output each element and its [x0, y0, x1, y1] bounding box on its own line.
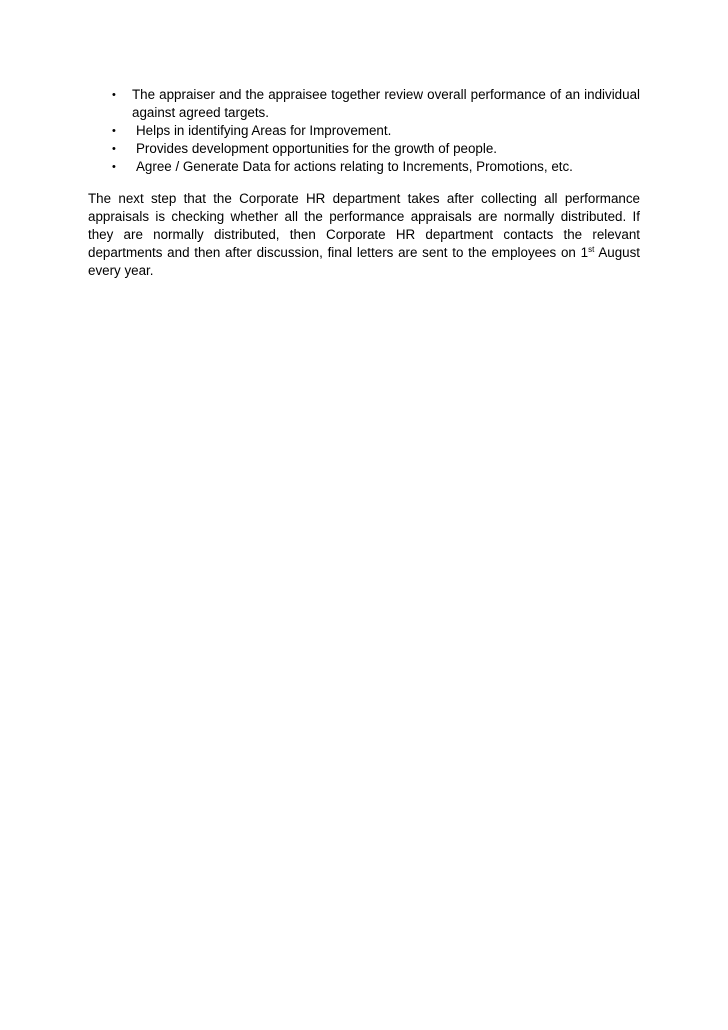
- list-item: [88, 122, 640, 140]
- list-item-text: Provides development opportunities for the growth of people.: [136, 141, 498, 156]
- list-item-text: The appraiser and the appraisee together review overall performance of an individual against agreed targets.: [132, 87, 640, 120]
- bullet-icon: •: [112, 161, 116, 173]
- list-item-text: Agree / Generate Data for actions relating to Increments, Promotions, etc.: [136, 159, 573, 174]
- list-item-text: Helps in identifying Areas for Improvement.: [136, 123, 392, 138]
- list-item: [88, 158, 640, 176]
- ordinal-suffix: st: [588, 245, 595, 254]
- document-page: [88, 86, 640, 293]
- paragraph-text-end: August every year.: [88, 245, 641, 278]
- bullet-icon: •: [112, 89, 116, 101]
- list-item: [88, 86, 640, 122]
- bullet-icon: •: [112, 125, 116, 137]
- bullet-icon: •: [112, 143, 116, 155]
- paragraph-text: The next step that the Corporate HR department takes after collecting all performance appraisals is checking whether all the performance appraisals are normally distributed. If they are normally distributed, then Corporate HR department contacts the relevant departments and then after discussion, final letters are sent to the employees on 1: [88, 191, 640, 260]
- body-paragraph: [88, 190, 640, 280]
- list-item: [88, 140, 640, 158]
- bullet-list: [88, 86, 640, 176]
